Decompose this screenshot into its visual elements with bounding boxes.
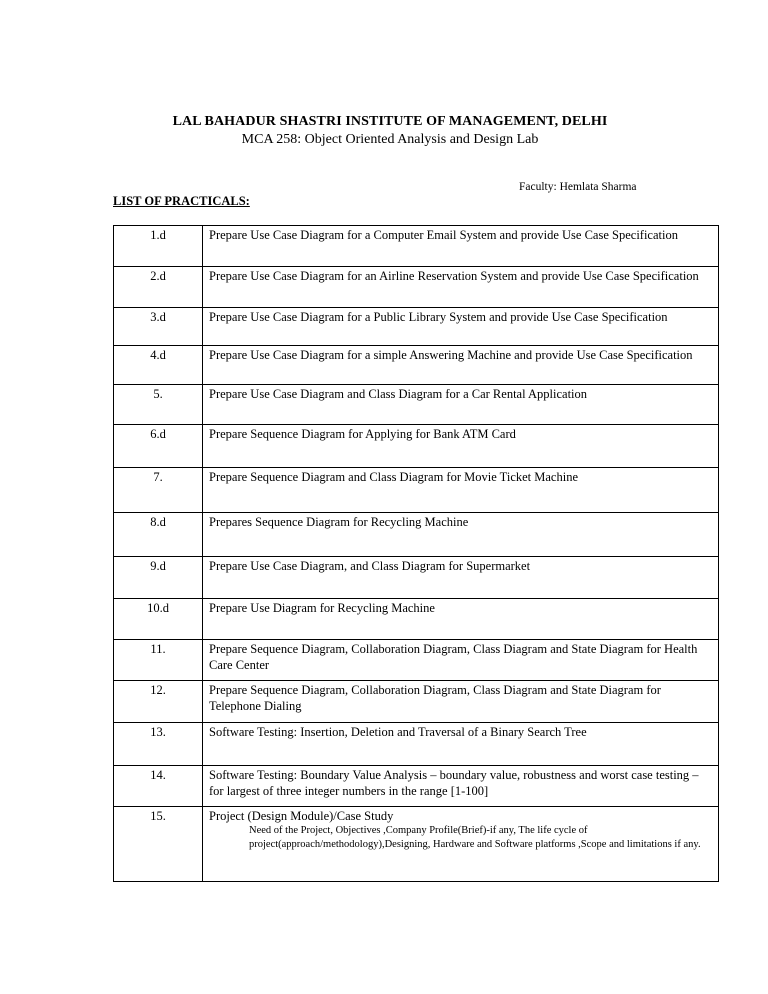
practical-number: 9.d xyxy=(114,557,203,599)
course-title: MCA 258: Object Oriented Analysis and Design Lab xyxy=(241,132,539,147)
institute-title: LAL BAHADUR SHASTRI INSTITUTE OF MANAGEMENT, DELHI xyxy=(172,114,608,129)
practical-description: Prepare Use Case Diagram for a Computer Email System and provide Use Case Specification xyxy=(203,226,719,267)
practical-number: 2.d xyxy=(114,267,203,308)
practical-description: Prepare Use Case Diagram for a simple Answering Machine and provide Use Case Specification xyxy=(203,346,719,385)
table-row xyxy=(114,308,719,346)
practical-number: 5. xyxy=(114,385,203,425)
table-row xyxy=(114,385,719,425)
practical-number: 4.d xyxy=(114,346,203,385)
table-row xyxy=(114,557,719,599)
table-row xyxy=(114,807,719,882)
practical-description: Prepare Use Case Diagram for a Public Library System and provide Use Case Specification xyxy=(203,308,719,346)
practical-number: 7. xyxy=(114,468,203,513)
table-row xyxy=(114,640,719,681)
table-row xyxy=(114,468,719,513)
practical-number: 1.d xyxy=(114,226,203,267)
table-row xyxy=(114,226,719,267)
practical-description: Prepare Use Case Diagram for an Airline Reservation System and provide Use Case Specification xyxy=(203,267,719,308)
table-row xyxy=(114,346,719,385)
practical-description: Software Testing: Boundary Value Analysis – boundary value, robustness and worst case testing – for largest of three integer numbers in the range [1-100] xyxy=(203,766,719,807)
practical-description: Prepare Use Diagram for Recycling Machine xyxy=(203,599,719,640)
practical-number: 15. xyxy=(114,807,203,882)
table-row xyxy=(114,681,719,723)
practicals-table xyxy=(113,225,719,882)
project-details: Need of the Project, Objectives ,Company Profile(Brief)-if any, The life cycle of project(approach/methodology),Designing, Hardware and Software platforms ,Scope and limitations if any. xyxy=(249,825,701,850)
practical-description: Prepare Use Case Diagram and Class Diagram for a Car Rental Application xyxy=(203,385,719,425)
project-title: Project (Design Module)/Case Study xyxy=(209,809,394,823)
practical-number: 13. xyxy=(114,723,203,766)
table-row xyxy=(114,766,719,807)
practical-description: Prepare Use Case Diagram, and Class Diagram for Supermarket xyxy=(203,557,719,599)
practical-number: 14. xyxy=(114,766,203,807)
practical-description xyxy=(203,807,719,882)
practical-number: 12. xyxy=(114,681,203,723)
list-heading: LIST OF PRACTICALS: xyxy=(113,194,250,208)
practical-number: 10.d xyxy=(114,599,203,640)
practical-description: Software Testing: Insertion, Deletion and Traversal of a Binary Search Tree xyxy=(203,723,719,766)
practical-description: Prepare Sequence Diagram and Class Diagram for Movie Ticket Machine xyxy=(203,468,719,513)
practical-number: 3.d xyxy=(114,308,203,346)
table-row xyxy=(114,267,719,308)
table-row xyxy=(114,513,719,557)
table-row xyxy=(114,599,719,640)
faculty-name: Faculty: Hemlata Sharma xyxy=(519,181,637,193)
practical-description: Prepares Sequence Diagram for Recycling Machine xyxy=(203,513,719,557)
practical-number: 6.d xyxy=(114,425,203,468)
practical-description: Prepare Sequence Diagram, Collaboration Diagram, Class Diagram and State Diagram for Telephone Dialing xyxy=(203,681,719,723)
practical-description: Prepare Sequence Diagram, Collaboration Diagram, Class Diagram and State Diagram for Health Care Center xyxy=(203,640,719,681)
table-row xyxy=(114,723,719,766)
practical-number: 8.d xyxy=(114,513,203,557)
practical-description: Prepare Sequence Diagram for Applying for Bank ATM Card xyxy=(203,425,719,468)
practical-number: 11. xyxy=(114,640,203,681)
table-row xyxy=(114,425,719,468)
